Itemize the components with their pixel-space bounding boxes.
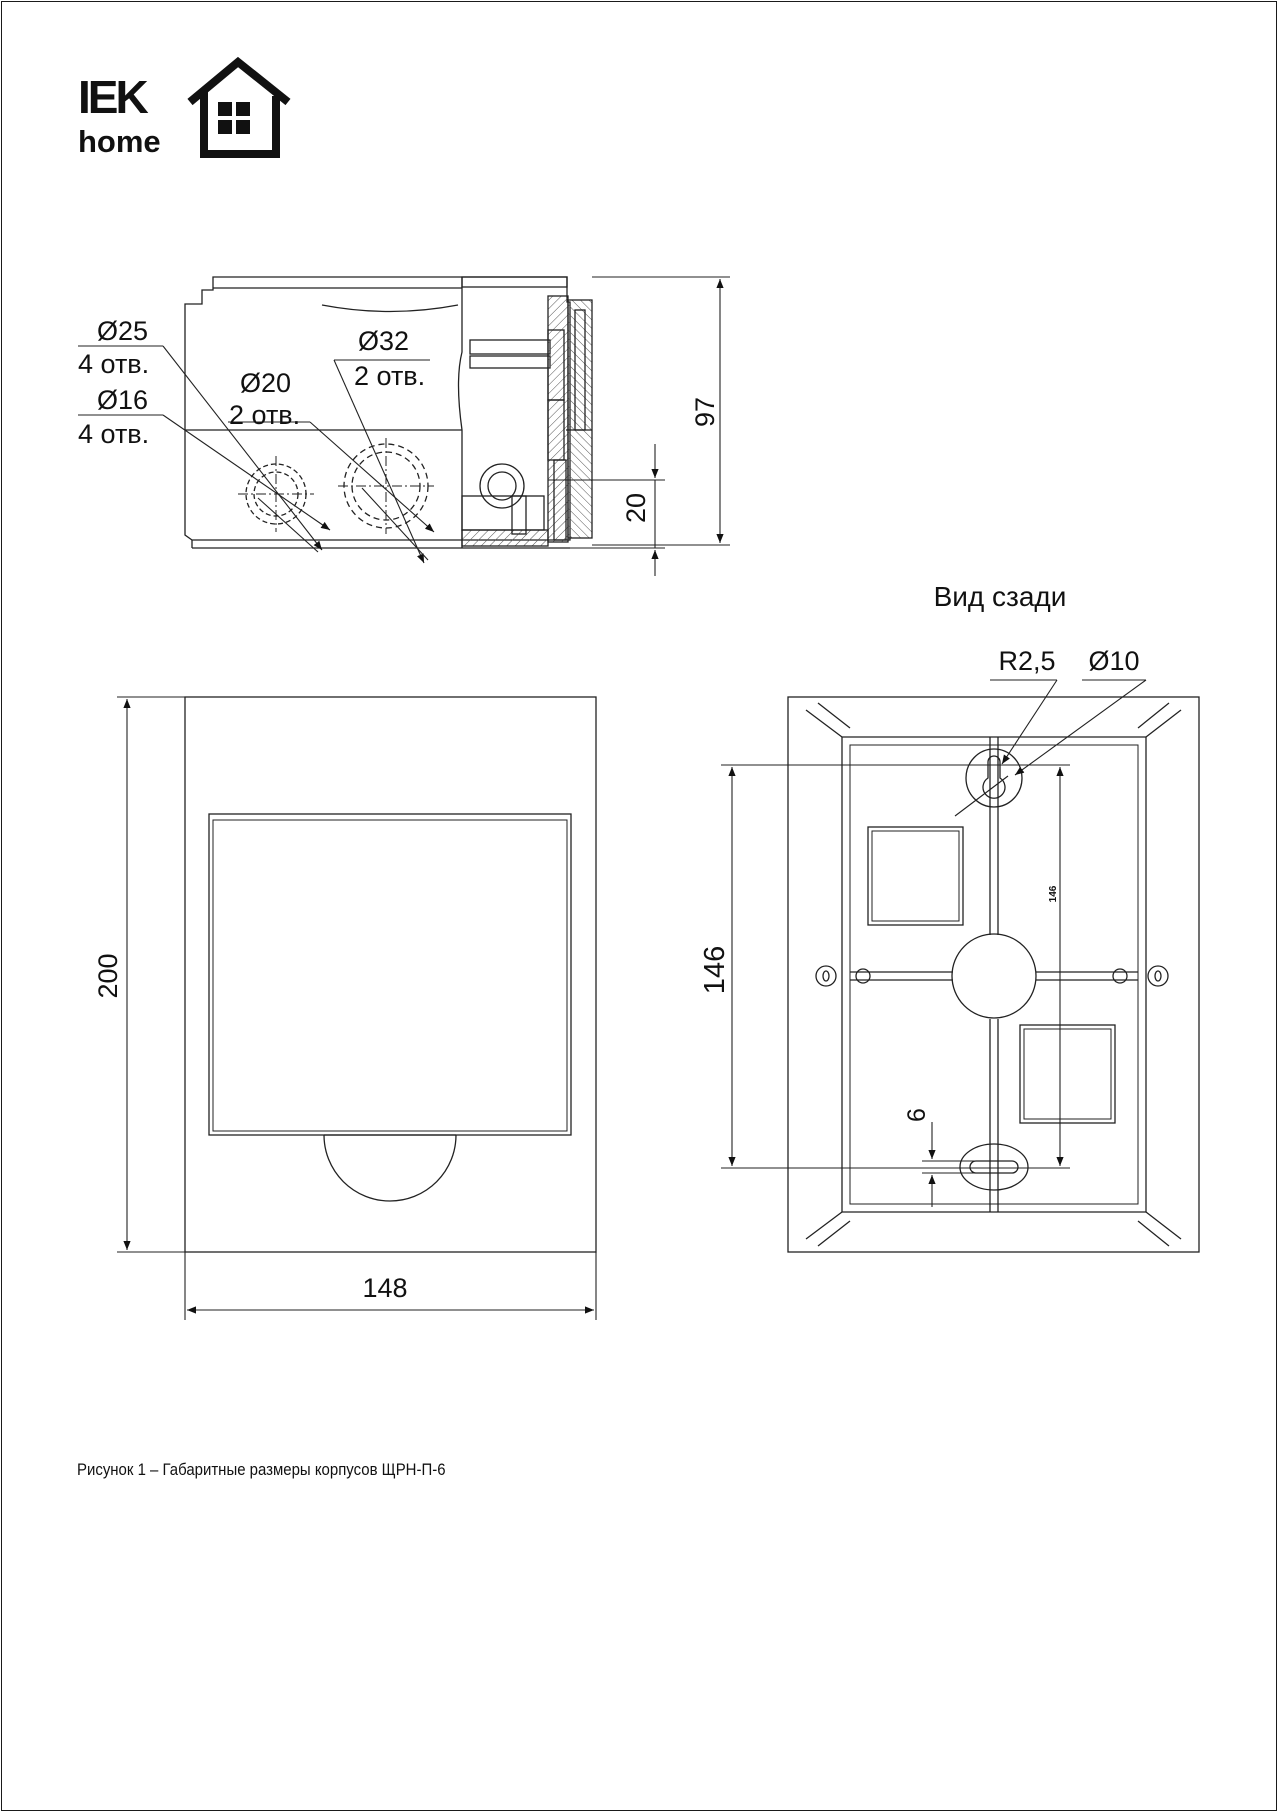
figure-caption: Рисунок 1 – Габаритные размеры корпусов ЩРН-П-6: [77, 1460, 446, 1479]
rear-view-title: Вид сзади: [933, 581, 1067, 612]
rear-dims: [721, 680, 1146, 1207]
logo-brand-text: IEK: [78, 71, 146, 123]
hole-label-count-32: 2 отв.: [354, 361, 426, 391]
dim-97-label: 97: [690, 396, 720, 428]
front-dims: [117, 697, 596, 1320]
hole-diameter-label: Ø10: [1088, 646, 1140, 676]
dim-148-label: 148: [362, 1273, 408, 1303]
hole-label-dia-25: Ø25: [97, 316, 149, 346]
hole-label-count-25: 4 отв.: [78, 349, 150, 379]
hole-label-dia-32: Ø32: [358, 326, 410, 356]
front-view: [185, 697, 596, 1252]
dim-200-label: 200: [93, 953, 123, 999]
rear-view: [788, 697, 1199, 1252]
dim-6-label: 6: [903, 1108, 931, 1122]
hole-label-count-20: 2 отв.: [229, 400, 301, 430]
logo-sub-text: home: [78, 124, 161, 159]
radius-label: R2,5: [998, 646, 1056, 676]
dim-146-inner-label: 146: [1048, 885, 1059, 903]
hole-label-dia-20: Ø20: [240, 368, 292, 398]
hole-label-count-16: 4 отв.: [78, 419, 150, 449]
dim-20-label: 20: [621, 492, 651, 524]
dim-146-outer-label: 146: [699, 945, 731, 995]
hole-label-dia-16: Ø16: [97, 385, 149, 415]
